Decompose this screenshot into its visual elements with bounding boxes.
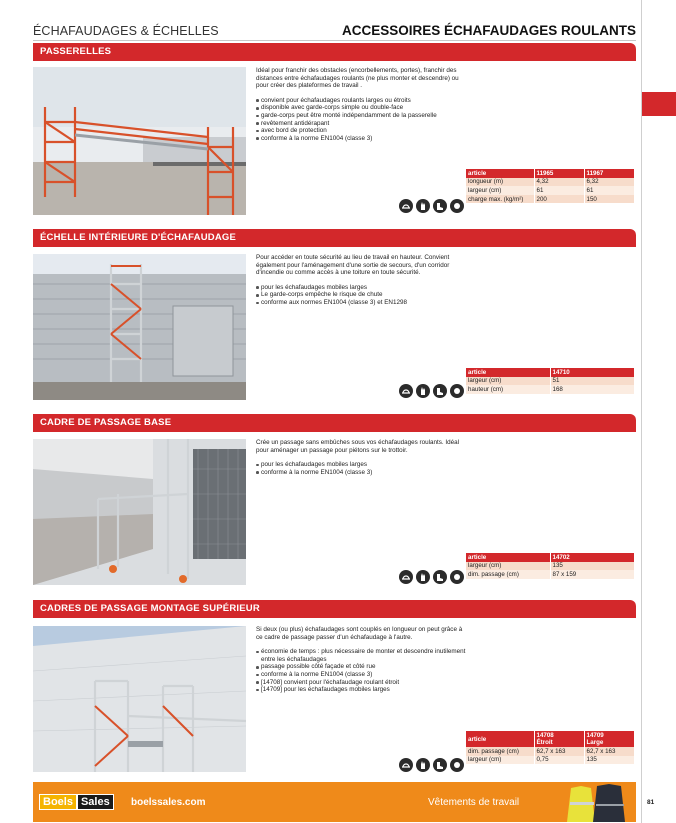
table-header: 11967 bbox=[584, 169, 634, 178]
section-title: PASSERELLES bbox=[40, 46, 112, 57]
table-row bbox=[466, 570, 634, 579]
table-cell: 4,32 bbox=[534, 178, 584, 187]
table-cell: 0,75 bbox=[534, 756, 584, 765]
section-header-bar bbox=[33, 600, 636, 618]
feature-item: passage possible côté façade et côté rue bbox=[256, 663, 466, 671]
table-row bbox=[466, 747, 634, 756]
helmet-icon bbox=[450, 384, 464, 398]
table-cell: 150 bbox=[584, 195, 634, 204]
section-header-bar bbox=[33, 43, 636, 61]
table-header: article bbox=[466, 368, 550, 377]
table-header bbox=[466, 731, 534, 747]
table-row bbox=[466, 385, 634, 394]
logo-boels: Boels bbox=[39, 794, 77, 810]
header-label: article bbox=[468, 735, 487, 743]
section-header-bar bbox=[33, 414, 636, 432]
section-header-bar bbox=[33, 229, 636, 247]
feature-item: conforme aux normes EN1004 (classe 3) et EN1298 bbox=[256, 299, 466, 307]
product-description bbox=[256, 439, 466, 476]
feature-item: disponible avec garde-corps simple ou double-face bbox=[256, 104, 466, 112]
table-cell: longueur (m) bbox=[466, 178, 534, 187]
section-title: CADRE DE PASSAGE BASE bbox=[40, 417, 172, 428]
table-cell: 200 bbox=[534, 195, 584, 204]
table-row bbox=[466, 186, 634, 195]
feature-item: convient pour échafaudages roulants larges ou étroits bbox=[256, 97, 466, 105]
table-row bbox=[466, 562, 634, 571]
table-cell: 62,7 x 163 bbox=[534, 747, 584, 756]
page-header bbox=[33, 22, 636, 42]
product-photo-cadres-superieur bbox=[33, 626, 246, 772]
boels-sales-logo[interactable] bbox=[39, 794, 114, 810]
section-title: CADRES DE PASSAGE MONTAGE SUPÉRIEUR bbox=[40, 603, 260, 614]
feature-item: conforme à la norme EN1004 (classe 3) bbox=[256, 469, 466, 477]
product-photo-cadre-base bbox=[33, 439, 246, 585]
table-header: 14710 bbox=[550, 368, 634, 377]
section-cadres-montage-superieur bbox=[33, 600, 636, 778]
spec-table bbox=[466, 553, 635, 579]
promo-text: Vêtements de travail bbox=[428, 797, 520, 808]
safety-icons bbox=[399, 199, 464, 213]
section-passerelles bbox=[33, 43, 636, 218]
product-description bbox=[256, 254, 466, 307]
feature-item: pour les échafaudages mobiles larges bbox=[256, 461, 466, 469]
glove-icon bbox=[416, 570, 430, 584]
hard-hat-icon bbox=[399, 384, 413, 398]
table-cell: 51 bbox=[550, 377, 634, 386]
header-sublabel: Étroit bbox=[536, 739, 553, 746]
table-header: 14702 bbox=[550, 553, 634, 562]
logo-sales: Sales bbox=[77, 794, 114, 810]
feature-item: revêtement antidérapant bbox=[256, 120, 466, 128]
table-cell: 135 bbox=[550, 562, 634, 571]
boot-icon bbox=[433, 758, 447, 772]
feature-list bbox=[256, 97, 466, 143]
chapter-tab bbox=[642, 92, 676, 116]
table-cell: 61 bbox=[584, 186, 634, 195]
workwear-jackets-image bbox=[553, 782, 633, 822]
spec-table bbox=[466, 169, 635, 203]
footer-banner bbox=[33, 782, 636, 822]
table-cell: dim. passage (cm) bbox=[466, 747, 534, 756]
table-row bbox=[466, 377, 634, 386]
table-row bbox=[466, 178, 634, 187]
feature-list bbox=[256, 461, 466, 476]
spec-table bbox=[466, 731, 635, 764]
hard-hat-icon bbox=[399, 570, 413, 584]
table-cell: 61 bbox=[534, 186, 584, 195]
product-photo-echelle bbox=[33, 254, 246, 400]
feature-item: conforme à la norme EN1004 (classe 3) bbox=[256, 135, 466, 143]
hard-hat-icon bbox=[399, 758, 413, 772]
header-label: 14709 bbox=[586, 732, 604, 739]
feature-item: [14708] convient pour l'échafaudage roulant étroit bbox=[256, 679, 466, 687]
description-text: Pour accéder en toute sécurité au lieu de travail en hauteur. Convient également pour l'aménagement d'une sortie de secours, d'un corridor d'incendie ou comme accès à une toiture en toute sécurité. bbox=[256, 254, 450, 277]
table-cell: 87 x 159 bbox=[550, 570, 634, 579]
helmet-icon bbox=[450, 570, 464, 584]
safety-icons bbox=[399, 758, 464, 772]
feature-item: Le garde-corps empêche le risque de chute bbox=[256, 291, 466, 299]
table-cell: largeur (cm) bbox=[466, 377, 550, 386]
boot-icon bbox=[433, 384, 447, 398]
header-divider bbox=[33, 40, 636, 41]
table-cell: largeur (cm) bbox=[466, 756, 534, 765]
section-title: ÉCHELLE INTÉRIEURE D'ÉCHAFAUDAGE bbox=[40, 232, 237, 243]
safety-icons bbox=[399, 570, 464, 584]
description-text: Idéal pour franchir des obstacles (encorbellements, portes), franchir des distances entre échafaudages roulants (ne plus monter et descendre) ou pour créer des plateformes de travail . bbox=[256, 67, 459, 90]
feature-item: [14709] pour les échafaudages mobiles larges bbox=[256, 686, 466, 694]
page-title: ACCESSOIRES ÉCHAFAUDAGES ROULANTS bbox=[341, 23, 636, 38]
table-cell: largeur (cm) bbox=[466, 186, 534, 195]
table-cell: 6,32 bbox=[584, 178, 634, 187]
feature-list bbox=[256, 648, 466, 694]
feature-item: garde-corps peut être monté indépendamment de la passerelle bbox=[256, 112, 466, 120]
spec-table bbox=[466, 368, 635, 394]
feature-item: pour les échafaudages mobiles larges bbox=[256, 284, 466, 292]
section-echelle-interieure bbox=[33, 229, 636, 404]
category-title: ÉCHAFAUDAGES & ÉCHELLES bbox=[33, 24, 219, 38]
glove-icon bbox=[416, 199, 430, 213]
feature-item: économie de temps : plus nécessaire de monter et descendre inutilement entre les échafaudages bbox=[256, 648, 466, 663]
feature-item: avec bord de protection bbox=[256, 127, 466, 135]
section-cadre-passage-base bbox=[33, 414, 636, 589]
margin-divider bbox=[641, 0, 642, 823]
feature-item: conforme à la norme EN1004 (classe 3) bbox=[256, 671, 466, 679]
glove-icon bbox=[416, 758, 430, 772]
glove-icon bbox=[416, 384, 430, 398]
table-cell: 135 bbox=[584, 756, 634, 765]
table-header bbox=[534, 731, 584, 747]
table-header bbox=[584, 731, 634, 747]
table-cell: hauteur (cm) bbox=[466, 385, 550, 394]
boot-icon bbox=[433, 570, 447, 584]
table-row bbox=[466, 195, 634, 204]
table-header: article bbox=[466, 553, 550, 562]
page-number: 81 bbox=[647, 799, 655, 806]
helmet-icon bbox=[450, 758, 464, 772]
table-row bbox=[466, 756, 634, 765]
table-cell: dim. passage (cm) bbox=[466, 570, 550, 579]
description-text: Si deux (ou plus) échafaudages sont couplés en longueur on peut grâce à ce cadre de passage passer d'un échafaudage à l'autre. bbox=[256, 626, 463, 641]
product-photo-passerelle bbox=[33, 67, 246, 215]
feature-list bbox=[256, 284, 466, 307]
table-cell: 168 bbox=[550, 385, 634, 394]
website-link[interactable]: boelssales.com bbox=[131, 797, 206, 808]
table-cell: charge max. (kg/m²) bbox=[466, 195, 534, 204]
product-description bbox=[256, 67, 466, 142]
hard-hat-icon bbox=[399, 199, 413, 213]
product-description bbox=[256, 626, 466, 694]
description-text: Crée un passage sans embûches sous vos échafaudages roulants. Idéal pour aménager un passage pour piétons sur le trottoir. bbox=[256, 439, 460, 454]
header-sublabel: Large bbox=[586, 739, 604, 746]
table-header: 11965 bbox=[534, 169, 584, 178]
safety-icons bbox=[399, 384, 464, 398]
boot-icon bbox=[433, 199, 447, 213]
table-cell: 62,7 x 163 bbox=[584, 747, 634, 756]
table-cell: largeur (cm) bbox=[466, 562, 550, 571]
header-label: 14708 bbox=[536, 732, 554, 739]
table-header: article bbox=[466, 169, 534, 178]
helmet-icon bbox=[450, 199, 464, 213]
